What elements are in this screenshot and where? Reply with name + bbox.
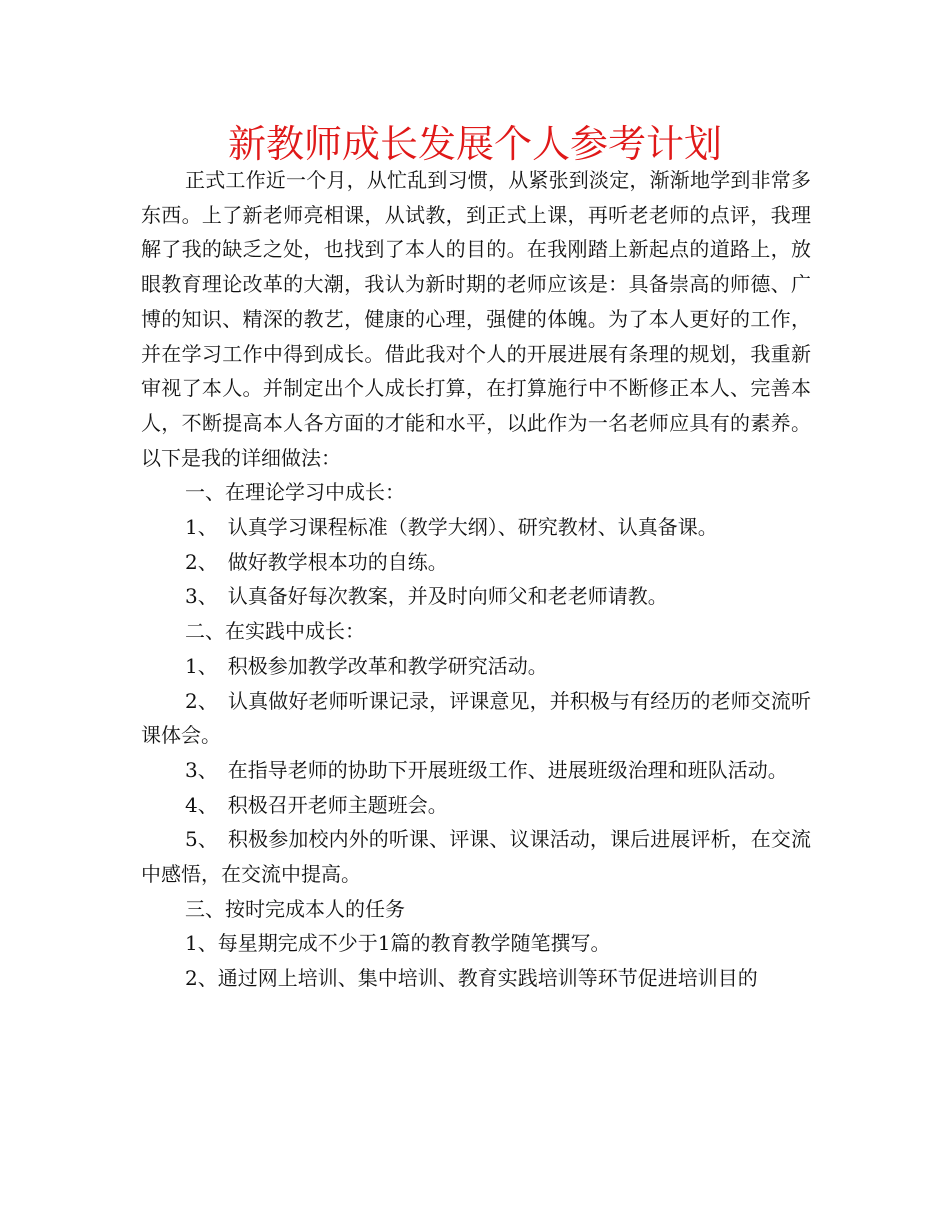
document-body bbox=[141, 163, 811, 996]
list-item: 1、每星期完成不少于1篇的教育教学随笔撰写。 bbox=[185, 931, 611, 956]
list-item: 4、 积极召开老师主题班会。 bbox=[185, 792, 448, 817]
list-item: 2、通过网上培训、集中培训、教育实践培训等环节促进培训目的 bbox=[185, 966, 758, 991]
section-heading-tasks: 三、按时完成本人的任务 bbox=[185, 896, 405, 921]
list-item: 3、 在指导老师的协助下开展班级工作、进展班级治理和班队活动。 bbox=[185, 757, 788, 782]
section-heading-theory: 一、在理论学习中成长： bbox=[185, 480, 405, 505]
list-item: 1、 积极参加教学改革和教学研究活动。 bbox=[185, 653, 548, 678]
list-item: 1、 认真学习课程标准（教学大纲）、研究教材、认真备课。 bbox=[185, 515, 718, 540]
list-item: 2、 做好教学根本功的自练。 bbox=[185, 549, 448, 574]
section-heading-practice: 二、在实践中成长： bbox=[185, 619, 365, 644]
list-item: 2、 认真做好老师听课记录，评课意见，并积极与有经历的老师交流听课体会。 bbox=[141, 688, 811, 748]
document-title: 新教师成长发展个人参考计划 bbox=[227, 122, 722, 166]
list-item: 5、 积极参加校内外的听课、评课、议课活动，课后进展评析，在交流中感悟，在交流中提高。 bbox=[141, 827, 811, 887]
list-item: 3、 认真备好每次教案，并及时向师父和老老师请教。 bbox=[185, 584, 668, 609]
intro-paragraph: 正式工作近一个月，从忙乱到习惯，从紧张到淡定，渐渐地学到非常多东西。上了新老师亮相课，从试教，到正式上课，再听老老师的点评，我理解了我的缺乏之处，也找到了本人的目的。在我刚踏上新起点的道路上，放眼教育理论改革的大潮，我认为新时期的老师应该是：具备崇高的师德、广博的知识、精深的教艺，健康的心理，强健的体魄。为了本人更好的工作，并在学习工作中得到成长。借此我对个人的开展进展有条理的规划，我重新审视了本人。并制定出个人成长打算，在打算施行中不断修正本人、完善本人，不断提高本人各方面的才能和水平，以此作为一名老师应具有的素养。以下是我的详细做法： bbox=[141, 168, 811, 470]
